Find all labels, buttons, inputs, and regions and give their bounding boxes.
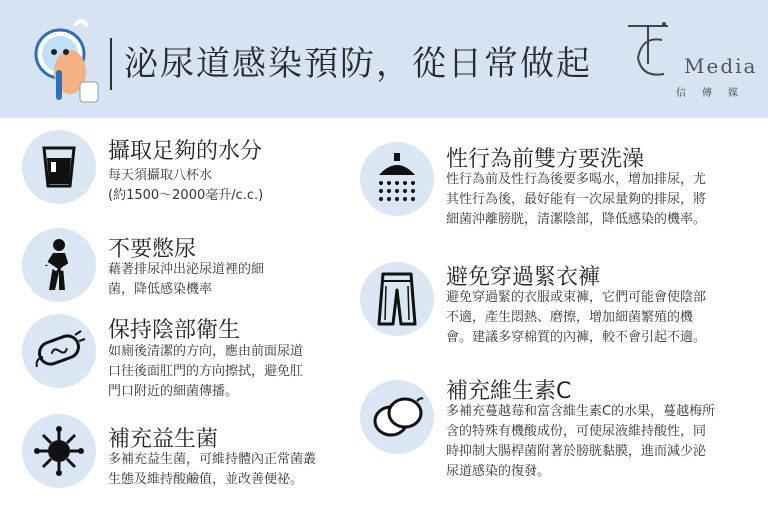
- bacteria-icon: [31, 327, 87, 375]
- item-desc-water: [108, 166, 338, 206]
- water-glass-icon: [39, 144, 79, 190]
- desc-line: 如廁後清潔的方向，應由前面尿道: [108, 344, 304, 359]
- page-title: 泌尿道感染預防，從日常做起: [124, 44, 592, 84]
- desc-line: 細菌沖離膀胱，清潔陰部，降低感染的機率。: [446, 212, 707, 227]
- pants-circle: [360, 262, 434, 336]
- desc-line: 不適，產生悶熱、磨擦，增加細菌繁殖的機: [446, 310, 694, 325]
- desc-line: 藉著排尿沖出泌尿道裡的細: [108, 262, 265, 277]
- probiotic-circle: [22, 414, 96, 488]
- desc-line: 含的特殊有機酸成份，可使尿液維持酸性，同: [446, 424, 707, 439]
- item-desc-urine: [108, 260, 338, 300]
- mascot-icon: [30, 12, 100, 106]
- desc-line: (約1500～2000毫升/c.c.): [108, 188, 264, 203]
- item-desc-hygiene: [108, 342, 348, 402]
- item-desc-probiotic: [108, 450, 358, 490]
- urine-circle: [22, 228, 96, 302]
- item-title-probiotic: 補充益生菌: [108, 427, 219, 452]
- item-title-urine: 不要憋尿: [108, 237, 197, 262]
- header-divider: [110, 38, 112, 90]
- desc-line: 其性行為後，最好能有一次尿量夠的排尿，將: [446, 192, 707, 207]
- desc-line: 避免穿過緊的衣服或束褲，它們可能會使陰部: [446, 290, 707, 305]
- desc-line: 尿道感染的復發。: [446, 464, 551, 479]
- desc-line: 時抑制大腸桿菌附著於膀胱黏膜，進而減少泌: [446, 444, 707, 459]
- desc-line: 口往後面肛門的方向擦拭，避免肛: [108, 364, 304, 379]
- desc-line: 每天須攝取八杯水: [108, 168, 213, 183]
- lemon-icon: [369, 393, 425, 441]
- shower-circle: [360, 142, 434, 216]
- item-title-hygiene: 保持陰部衛生: [108, 318, 241, 343]
- virus-icon: [34, 426, 84, 476]
- pants-icon: [377, 272, 417, 326]
- vitamin-circle: [360, 380, 434, 454]
- item-title-vitamin: 補充維生素C: [446, 379, 572, 404]
- header-banner: [0, 0, 768, 118]
- item-title-shower: 性行為前雙方要洗澡: [446, 147, 645, 172]
- hygiene-circle: [22, 314, 96, 388]
- desc-line: 會。建議多穿棉質的內褲，較不會引起不適。: [446, 330, 707, 345]
- item-desc-vitamin: [446, 402, 762, 482]
- desc-line: 生態及維持酸鹼值，並改善便祕。: [108, 472, 304, 487]
- desc-line: 門口附近的細菌傳播。: [108, 384, 239, 399]
- logo-word: Media: [684, 54, 758, 78]
- item-desc-pants: [446, 288, 756, 348]
- shower-icon: [373, 153, 421, 205]
- desc-line: 菌，降低感染機率: [108, 282, 213, 297]
- desc-line: 多補充蔓越莓和富含維生素C的水果，蔓越梅所: [446, 404, 716, 419]
- water-circle: [22, 130, 96, 204]
- holding-urine-icon: [39, 238, 79, 292]
- item-title-pants: 避免穿過緊衣褲: [446, 265, 601, 290]
- item-title-water: 攝取足夠的水分: [108, 139, 263, 164]
- desc-line: 性行為前及性行為後要多喝水，增加排尿，尤: [446, 172, 707, 187]
- desc-line: 多補充益生菌，可維持體內正常菌叢: [108, 452, 317, 467]
- item-desc-shower: [446, 170, 756, 230]
- logo-subtitle: 信傳媒: [676, 88, 754, 99]
